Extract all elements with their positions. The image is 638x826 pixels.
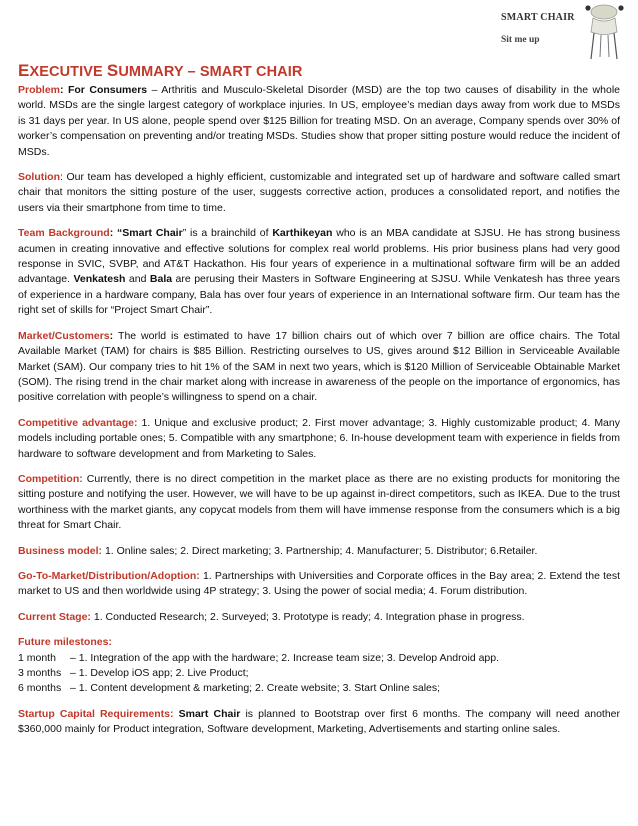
milestone-row <box>18 681 620 696</box>
business-text: 1. Online sales; 2. Direct marketing; 3. Partnership; 4. Manufacturer; 5. Distributor; 6.Retailer. <box>102 544 538 557</box>
solution-text: : Our team has developed a highly efficient, customizable and integrated set up of hardware and software called smart chair that monitors the sitting posture of the user, suggests corrective action, produces a consolidated report, and notifies the users via their smartphone from time to time. <box>18 171 620 214</box>
team-name-karthikeyan: Karthikeyan <box>272 227 333 240</box>
page-title: EXECUTIVE SUMMARY – SMART CHAIR <box>18 61 303 80</box>
market-section: Market/Customers: The world is estimated to have 17 billion chairs out of which over 7 billion are office chairs. The Total Available Market (TAM) for chairs is $85 Billion. Restricting ourselves to US, gives around $12 Billion in Serviceable Available Market (SAM). Our company tries to hit 1% of the SAM in next two years, which is $120 Million of Serviceable Obtainable Market (SOM). The rising trend in the chair market along with increase in awareness of the people on the importance of ergonomics, has positive correlation with people’s willingness to spend on a chair. <box>18 329 620 404</box>
stage-text: 1. Conducted Research; 2. Surveyed; 3. Prototype is ready; 4. Integration phase in progress. <box>90 610 525 623</box>
advantage-section <box>18 416 620 462</box>
milestone-text: – 1. Develop iOS app; 2. Live Product; <box>70 667 249 679</box>
business-heading: Business model: <box>18 544 103 557</box>
logo-title: SMART CHAIR <box>501 12 575 23</box>
milestone-text: – 1. Content development & marketing; 2. Create website; 3. Start Online sales; <box>70 682 441 695</box>
market-heading: Market/Customers <box>18 329 110 342</box>
milestone-time: 3 months <box>18 667 62 679</box>
gtm-text: 1. Partnerships with Universities and Corporate offices in the Bay area; 2. Extend the test market to US and then worldwide using 4P strategy; 3. Using the power of social media; 4. Forum distribution. <box>18 569 620 598</box>
milestone-row <box>18 666 620 681</box>
milestones-heading: Future milestones: <box>18 636 112 649</box>
gtm-heading: Go-To-Market/Distribution/Adoption: <box>18 569 200 582</box>
milestone-row <box>18 651 620 666</box>
stage-section <box>18 610 620 625</box>
document-body <box>18 83 620 748</box>
business-section <box>18 544 620 559</box>
capital-text: is planned to Bootstrap over first 6 months. The company will need another $360,000 mainly for Product integration, Software development, Marketing, Advertisements and starting online sales. <box>18 707 621 736</box>
chair-logo-icon <box>579 2 629 62</box>
team-heading: Team Background <box>18 227 110 240</box>
competition-heading: Competition: <box>18 472 83 485</box>
problem-lead: For Consumers <box>67 84 148 96</box>
advantage-text: 1. Unique and exclusive product; 2. First mover advantage; 3. Highly customizable product; 4. Many models including portable ones; 5. Compatible with any smartphone; 6. In-house development team with experience in fields from hardware to software development and from Marketing to Sales. <box>18 416 620 460</box>
logo <box>497 2 632 62</box>
problem-text: – Arthritis and Musculo-Skeletal Disorder (MSD) are the top two causes of disability in the whole world. MSDs are the single largest category of workplace injuries. In US, employee’s median days away from work due to MSDs is 31 days per year. In US alone, people spend over $125 Billion for treating MSD. On an average, Company spends over 30% of worker’s compensation on preventing and/or treating MSDs. Studies show that proper sitting posture would reduce the incident of MSDs. <box>18 84 620 158</box>
advantage-heading: Competitive advantage: <box>18 416 138 429</box>
team-section: Team Background: “Smart Chair” is a brainchild of Karthikeyan who is an MBA candidate at SJSU. He has strong business acumen in creating innovative and effective solutions for complex real world problems. His prior business plans had very good response in SVIC, SVBP, and AT&T Hackathon. His four years of experience in a multinational software firm will be an added advantage. Venkatesh and Bala are perusing their Masters in Software Engineering at SJSU. While Venkatesh has three years of experience in a hardware company, Bala has over four years of experience in an International software firm. Our team has the right set of skills for “Project Smart Chair”. <box>18 227 620 317</box>
milestone-time: 1 month <box>18 651 56 664</box>
problem-section: Problem: For Consumers – Arthritis and Musculo-Skeletal Disorder (MSD) are the top two causes of disability in the whole world. MSDs are the single largest category of workplace injuries. In US, employee’s median days away from work due to MSDs is 31 days per year. In US alone, people spend over $125 Billion for treating MSD. On an average, Company spends over 30% of worker’s compensation on preventing and/or treating MSDs. Studies show that proper sitting posture would reduce the incident of MSDs. <box>18 84 620 158</box>
stage-heading: Current Stage: <box>18 610 91 623</box>
solution-section <box>18 170 620 216</box>
solution-heading: Solution <box>18 171 60 184</box>
capital-heading: Startup Capital Requirements: <box>18 707 174 720</box>
team-name-venkatesh: Venkatesh <box>73 273 126 286</box>
gtm-section <box>18 569 620 600</box>
competition-text: Currently, there is no direct competition in the market place as there are no existing products for monitoring the sitting posture and notifying the user. However, we will have to be up against in-direct competitors, such as IKEA. Due to the trust worthiness with the market giants, any copycat models from them will have immense response from the consumers which is a big threat for Smart Chair. <box>18 472 620 532</box>
milestone-time: 6 months <box>18 682 62 695</box>
milestones-list <box>18 651 620 697</box>
logo-tagline: Sit me up <box>501 35 540 45</box>
team-name-bala: Bala <box>149 273 173 286</box>
problem-heading: Problem <box>18 84 61 96</box>
milestone-text: – 1. Integration of the app with the hardware; 2. Increase team size; 3. Develop Android app. <box>70 651 500 664</box>
capital-lead: Smart Chair <box>173 707 241 720</box>
capital-section <box>18 707 620 738</box>
competition-section <box>18 472 620 534</box>
market-text: The world is estimated to have 17 billion chairs out of which over 7 billion are office chairs. The Total Available Market (TAM) for chairs is $85 Billion. Restricting ourselves to US, gives around $12 Billion in Serviceable Available Market (SAM). Our company tries to hit 1% of the SAM in next two years, which is $120 Million of Serviceable Obtainable Market (SOM). The rising trend in the chair market along with increase in awareness of the people on the importance of ergonomics, has positive correlation with people’s willingness to spend on a chair. <box>18 329 620 404</box>
